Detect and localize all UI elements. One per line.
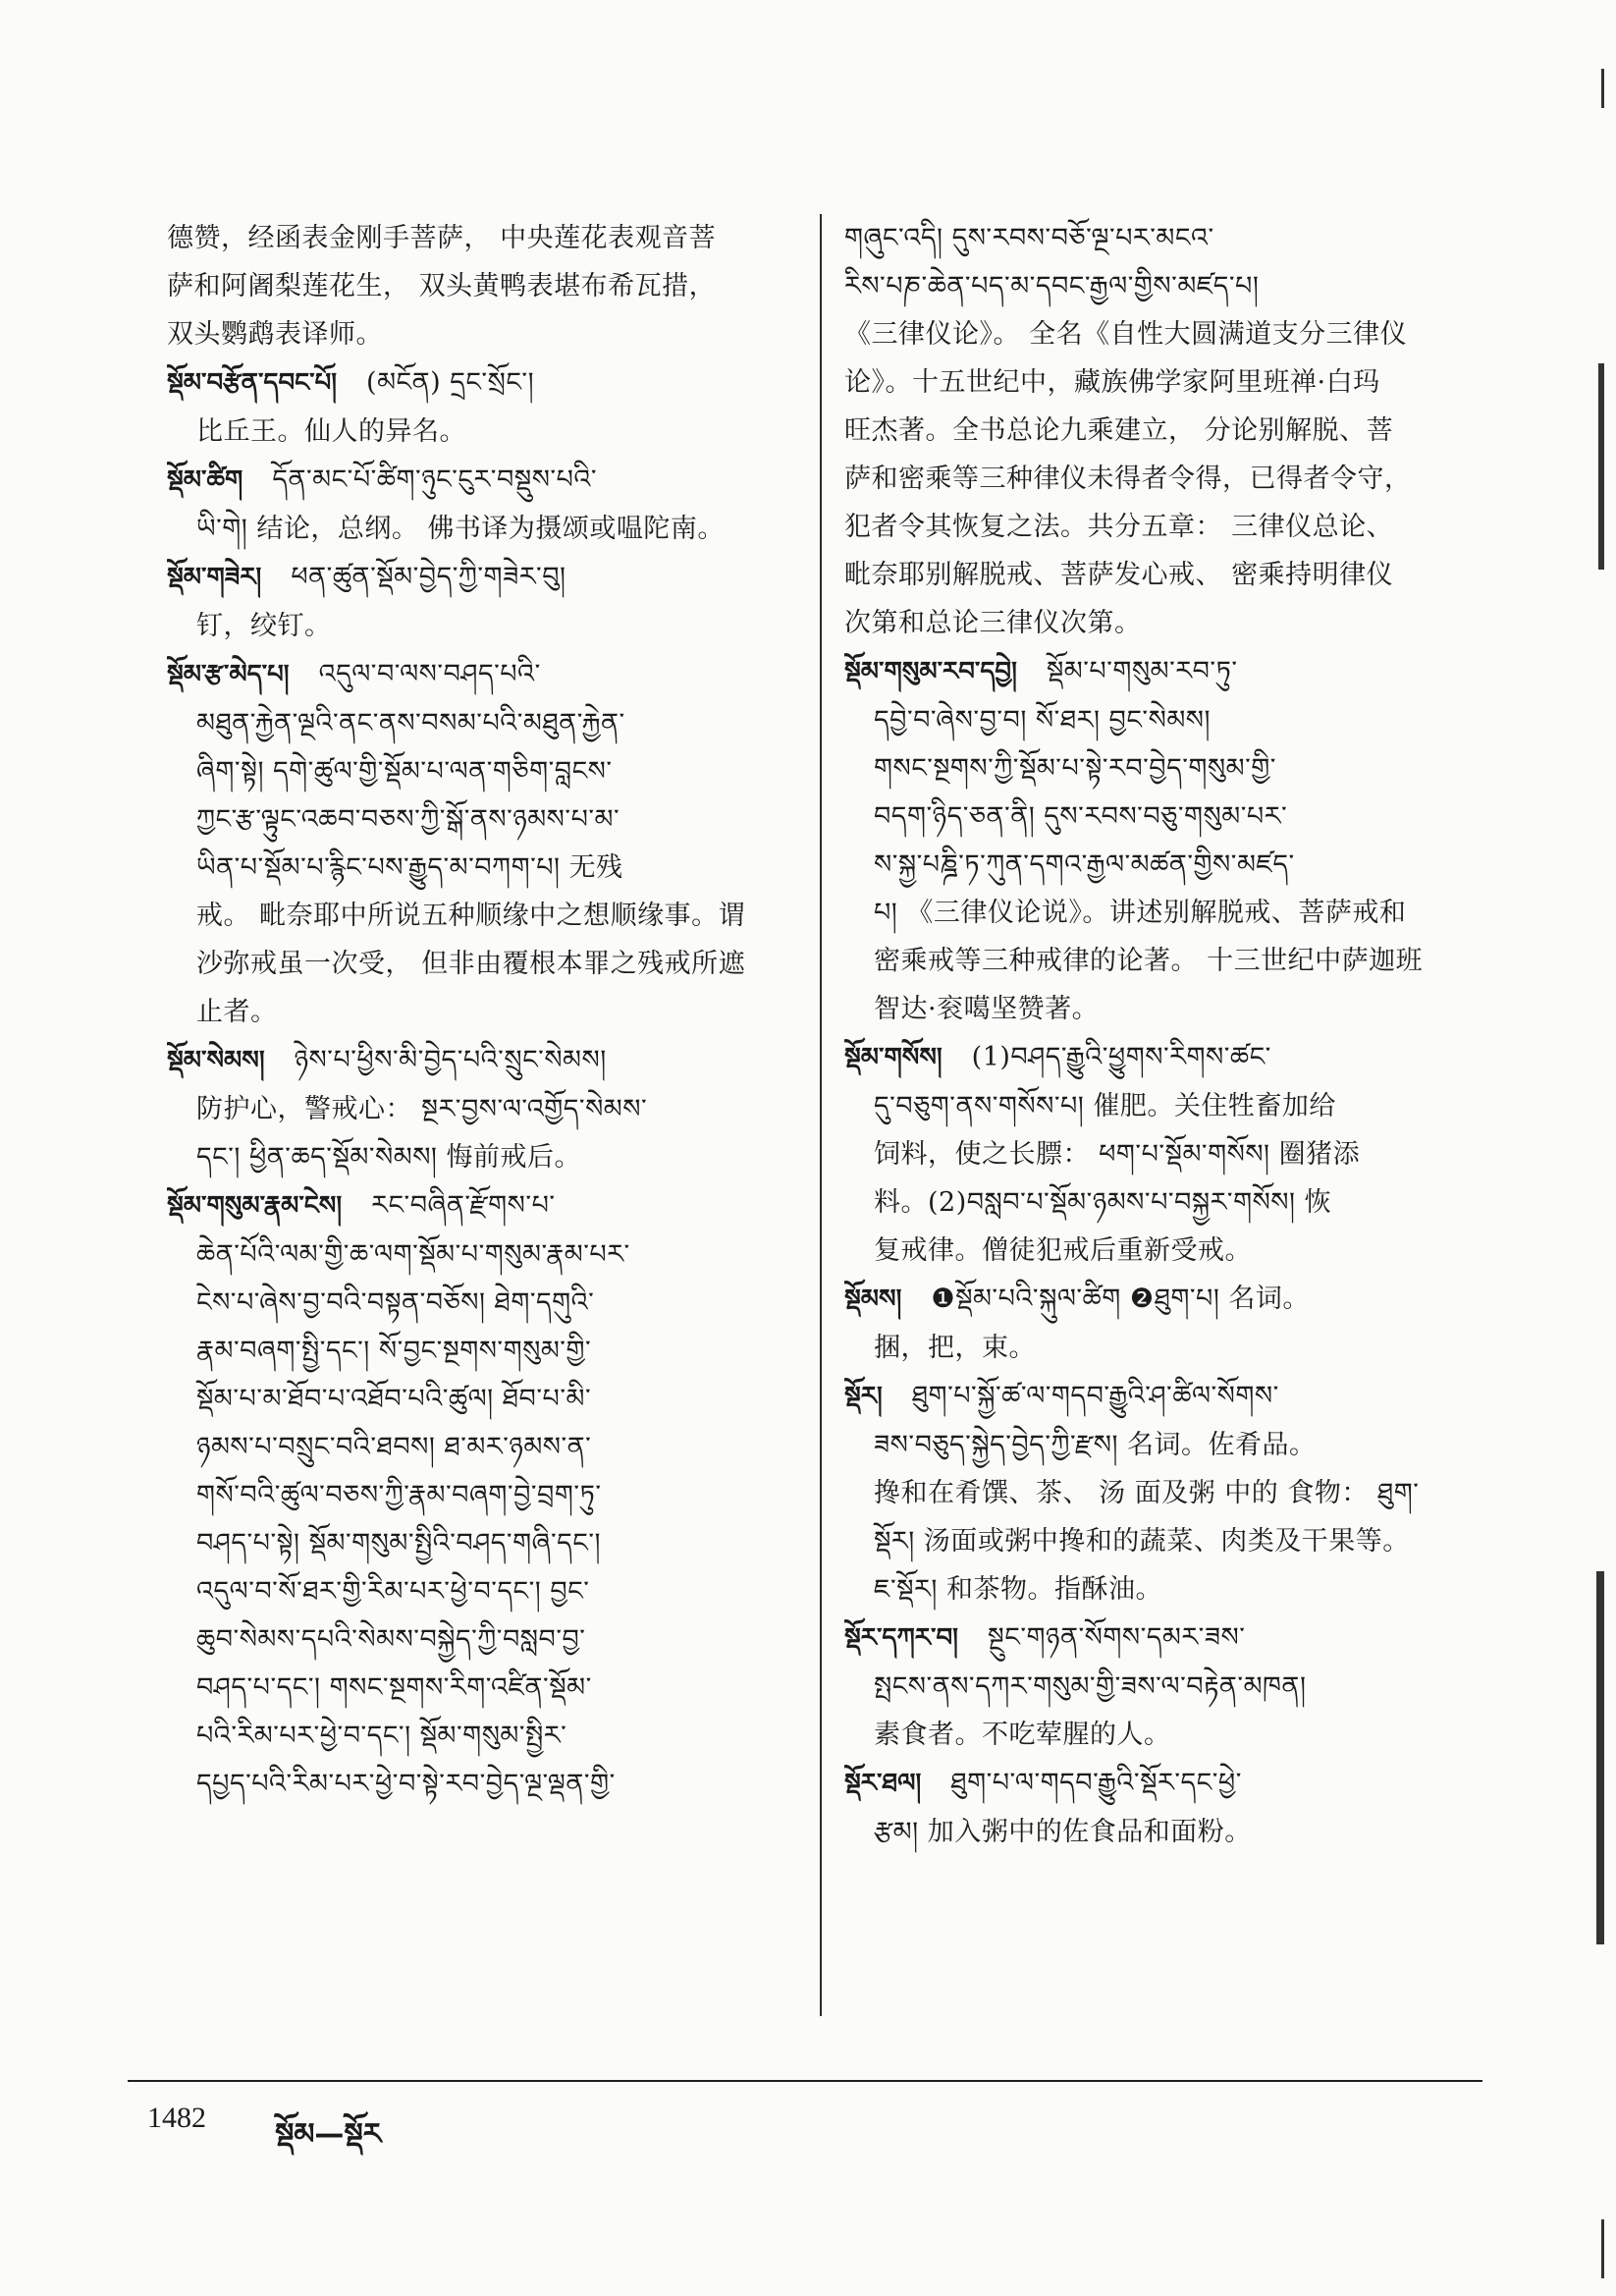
dictionary-entry [167, 214, 776, 358]
entry-first-line: འདུལ་བ་ལས་བཤད་པའི་ [318, 659, 541, 689]
entry-text-line: 素食者。不吃荤腥的人。 [874, 1720, 1171, 1750]
entry-first-line: རང་བཞིན་རྫོགས་པ་ [371, 1190, 556, 1221]
entry-first-line: ❶སྡོམ་པའི་སྐུལ་ཚིག ❷ཐུག་པ། 名词。 [931, 1284, 1310, 1314]
entry-text-line: ཀྱང་རྩ་ལྟུང་འཆབ་བཅས་ཀྱི་སྒོ་ནས་ཉམས་པ་མ་ [196, 804, 620, 835]
entry-headword: སྡོར་ཐལ། [844, 1769, 922, 1798]
left-column [167, 214, 776, 1808]
dictionary-entry [844, 214, 1484, 647]
entry-text-line: 搀和在肴馔、茶、 汤 面及粥 中的 食物： ཐུག་ [874, 1478, 1420, 1508]
entry-text-line: 钉，绞钉。 [196, 611, 332, 641]
entry-text-line: ཡི་གེ། 结论，总纲。 佛书译为摄颂或嗢陀南。 [196, 514, 725, 544]
entry-text-line: 捆，把，束。 [874, 1333, 1036, 1363]
entry-first-line: ཐུག་པ་ལ་གདབ་རྒྱུའི་སྡོར་དང་ཕྱེ་ [950, 1768, 1242, 1798]
entry-first-line: སྡོམ་པ་གསུམ་རབ་ཏུ་ [1046, 656, 1238, 686]
entry-text-line: ཇ་སྡོར། 和茶物。指酥油。 [874, 1574, 1162, 1605]
entry-text-line: 次第和总论三律仪次第。 [844, 608, 1142, 638]
entry-text-line: གསོ་བའི་ཚུལ་བཅས་ཀྱི་རྣམ་བཞག་བྱེ་བྲག་ཏུ་ [196, 1480, 602, 1510]
entry-text-line: 旺杰著。全书总论九乘建立， 分论别解脱、菩 [844, 415, 1394, 446]
entry-text-line: ཆུབ་སེམས་དཔའི་སེམས་བསྐྱེད་ཀྱི་བསླབ་བྱ་ [196, 1624, 586, 1655]
entry-text-line: ངེས་པ་ཞེས་བྱ་བའི་བསྟན་བཅོས། ཐེག་དགུའི་ [196, 1287, 595, 1318]
dictionary-entry [844, 1275, 1484, 1372]
entry-text-line: སྡོམ་པ་མ་ཐོབ་པ་འཐོབ་པའི་ཚུལ། ཐོབ་པ་མི་ [196, 1384, 592, 1414]
entry-text-line: རིས་པཎ་ཆེན་པད་མ་དབང་རྒྱལ་གྱིས་མཛད་པ། [844, 271, 1260, 301]
entry-headword: སྡོར་དཀར་བ། [844, 1623, 958, 1653]
entry-first-line: སྔུང་གཉན་སོགས་དམར་ཟས་ [987, 1622, 1246, 1653]
entry-text-line: ས་སྐྱ་པཎྜི་ཏ་ཀུན་དགའ་རྒྱལ་མཚན་གྱིས་མཛད་ [874, 849, 1295, 880]
entry-text-line: དང་། ཕྱིན་ཆད་སྡོམ་སེམས། 悔前戒后。 [196, 1142, 581, 1173]
entry-headword: སྡོམ་སེམས། [167, 1046, 265, 1075]
entry-text-line: རྩམ། 加入粥中的佐食品和面粉。 [874, 1817, 1252, 1847]
entry-text-line: ཟས་བཅུད་སྐྱེད་བྱེད་ཀྱི་རྫས། 名词。佐肴品。 [874, 1430, 1317, 1460]
entry-headword: སྡོམ་བརྩོན་དབང་པོ། [167, 368, 338, 398]
dictionary-entry [167, 1036, 776, 1181]
entry-text-line: པའི་རིམ་པར་ཕྱེ་བ་དང་། སྡོམ་གསུམ་སྤྱིར་ [196, 1721, 567, 1751]
entry-text-line: 毗奈耶别解脱戒、菩萨发心戒、 密乘持明律仪 [844, 560, 1394, 590]
entry-headword: སྡོར། [844, 1382, 883, 1411]
entry-headword: སྡོམ་རྩ་མེད་པ། [167, 660, 290, 689]
entry-headword: སྡོམ་གསུམ་རྣམ་ངེས། [167, 1191, 343, 1221]
entry-text-line: 复戒律。僧徒犯戒后重新受戒。 [874, 1235, 1252, 1266]
entry-text-line: 萨和密乘等三种律仪未得者令得，已得者令守， [844, 464, 1412, 494]
entry-first-line: ཉེས་པ་ཕྱིས་མི་བྱེད་པའི་སྲུང་སེམས། [294, 1045, 607, 1075]
entry-headword: སྡོམ་གསོས། [844, 1043, 943, 1072]
entry-text-line: གཞུང་འདི། དུས་རབས་བཅོ་ལྔ་པར་མངའ་ [844, 223, 1214, 253]
entry-text-line: 止者。 [196, 997, 278, 1027]
entry-text-line: མཐུན་རྐྱེན་ལྔའི་ནང་ནས་བསམ་པའི་མཐུན་རྐྱེན་ [196, 708, 625, 738]
entry-text-line: ཉམས་པ་བསྲུང་བའི་ཐབས། ཐ་མར་ཉམས་ན་ [196, 1432, 592, 1462]
entry-text-line: 密乘戒等三种戒律的论著。 十三世纪中萨迦班 [874, 946, 1424, 976]
entry-text-line: 双头鹦鹉表译师。 [167, 319, 383, 350]
entry-text-line: ཡིན་པ་སྡོམ་པ་རྙིང་པས་རྒྱུད་མ་བཀག་པ། 无残 [196, 852, 623, 883]
entry-text-line: 智达·衮噶坚赞著。 [874, 994, 1100, 1024]
entry-text-line: སྡོར། 汤面或粥中搀和的蔬菜、肉类及干果等。 [874, 1526, 1410, 1557]
entry-text-line: རྣམ་བཞག་སྤྱི་དང་། སོ་བྱང་སྔགས་གསུམ་གྱི་ [196, 1336, 592, 1366]
dictionary-entry [167, 456, 776, 553]
margin-scan-marks [1579, 59, 1608, 2278]
entry-headword: སྡོམ་གཟེར། [167, 563, 262, 592]
dictionary-entry [844, 647, 1484, 1033]
dictionary-entry [844, 1613, 1484, 1759]
entry-first-line: (1)བཤད་རྒྱུའི་ཕྱུགས་རིགས་ཚང་ [971, 1042, 1271, 1072]
entry-first-line: དོན་མང་པོ་ཚིག་ཉུང་ངུར་བསྡུས་པའི་ [272, 465, 598, 495]
dictionary-entry [844, 1372, 1484, 1613]
entry-text-line: འདུལ་བ་སོ་ཐར་གྱི་རིམ་པར་ཕྱེ་བ་དང་། བྱང་ [196, 1576, 590, 1607]
entry-text-line: 饲料，使之长膘： ཕག་པ་སྡོམ་གསོས། 圈猪添 [874, 1139, 1361, 1170]
entry-text-line: 料。(2)བསླབ་པ་སྡོམ་ཉམས་པ་བསྐྱར་གསོས། 恢 [874, 1187, 1332, 1218]
dictionary-entry [844, 1759, 1484, 1856]
entry-first-line: (མངོན) དྲང་སྲོང་། [366, 367, 535, 398]
entry-text-line: ཆེན་པོའི་ལམ་གྱི་ཆ་ལག་སྡོམ་པ་གསུམ་རྣམ་པར་ [196, 1239, 630, 1270]
entry-first-line: ཕན་ཚུན་སྡོམ་བྱེད་ཀྱི་གཟེར་བུ། [291, 562, 566, 592]
entry-text-line: བཤད་པ་སྟེ། སྡོམ་གསུམ་སྤྱིའི་བཤད་གཞི་དང་། [196, 1528, 602, 1558]
entry-text-line: དབྱེ་བ་ཞེས་བྱ་བ། སོ་ཐར། བྱང་སེམས། [874, 705, 1211, 736]
entry-text-line: 防护心，警戒心： སྔར་བྱས་ལ་འགྱོད་སེམས་ [196, 1094, 648, 1124]
entry-text-line: 犯者令其恢复之法。共分五章： 三律仪总论、 [844, 512, 1394, 542]
entry-headword: སྡོམ་གསུམ་རབ་དབྱེ། [844, 657, 1017, 686]
right-column [844, 214, 1484, 1856]
entry-text-line: སྤངས་ནས་དཀར་གསུམ་གྱི་ཟས་ལ་བརྟེན་མཁན། [874, 1671, 1307, 1702]
entry-text-line: 德赞，经函表金刚手菩萨， 中央莲花表观音菩 [167, 223, 717, 253]
entry-text-line: བདག་ཉིད་ཅན་ནི། དུས་རབས་བཅུ་གསུམ་པར་ [874, 801, 1288, 832]
entry-text-line: དཔྱད་པའི་རིམ་པར་ཕྱེ་བ་སྟེ་རབ་བྱེད་ལྔ་ལྡན་གྱི་ [196, 1769, 616, 1799]
entry-text-line: ཞིག་སྟེ། དགེ་ཚུལ་གྱི་སྡོམ་པ་ལན་གཅིག་བླངས་ [196, 756, 613, 787]
dictionary-entry [167, 1181, 776, 1808]
footer-rule [128, 2080, 1482, 2082]
entry-text-line: 《三律仪论》。 全名《自性大圆满道支分三律仪 [844, 319, 1408, 350]
entry-headword: སྡོམ་ཚིག [167, 465, 243, 495]
entry-text-line: གསང་སྔགས་ཀྱི་སྡོམ་པ་སྟེ་རབ་བྱེད་གསུམ་གྱི་ [874, 753, 1276, 784]
dictionary-entry [167, 650, 776, 1036]
entry-text-line: 萨和阿阇梨莲花生， 双头黄鸭表堪布希瓦措， [167, 271, 717, 301]
column-divider [820, 214, 822, 2016]
running-title: སྡོམ—སྡོར [275, 2117, 382, 2152]
dictionary-entry [167, 553, 776, 650]
dictionary-entry [167, 358, 776, 456]
entry-first-line: ཐུག་པ་སྐྱོ་ཚ་ལ་གདབ་རྒྱུའི་ཤ་ཚིལ་སོགས་ [911, 1381, 1279, 1411]
dictionary-entry [844, 1033, 1484, 1275]
entry-headword: སྡོམས། [844, 1285, 902, 1314]
entry-text-line: བཤད་པ་དང་། གསང་སྔགས་རིག་འཛིན་སྡོམ་ [196, 1672, 592, 1703]
entry-text-line: 沙弥戒虽一次受， 但非由覆根本罪之残戒所遮 [196, 949, 746, 979]
entry-text-line: པ། 《三律仪论说》。讲述别解脱戒、菩萨戒和 [874, 898, 1407, 928]
entry-text-line: 论》。十五世纪中，藏族佛学家阿里班禅·白玛 [844, 367, 1380, 398]
entry-text-line: 比丘王。仙人的异名。 [196, 416, 466, 447]
entry-text-line: 戒。 毗奈耶中所说五种顺缘中之想顺缘事。谓 [196, 901, 746, 931]
entry-text-line: དུ་བཅུག་ནས་གསོས་པ། 催肥。关住牲畜加给 [874, 1091, 1336, 1121]
page-number: 1482 [147, 2102, 206, 2134]
